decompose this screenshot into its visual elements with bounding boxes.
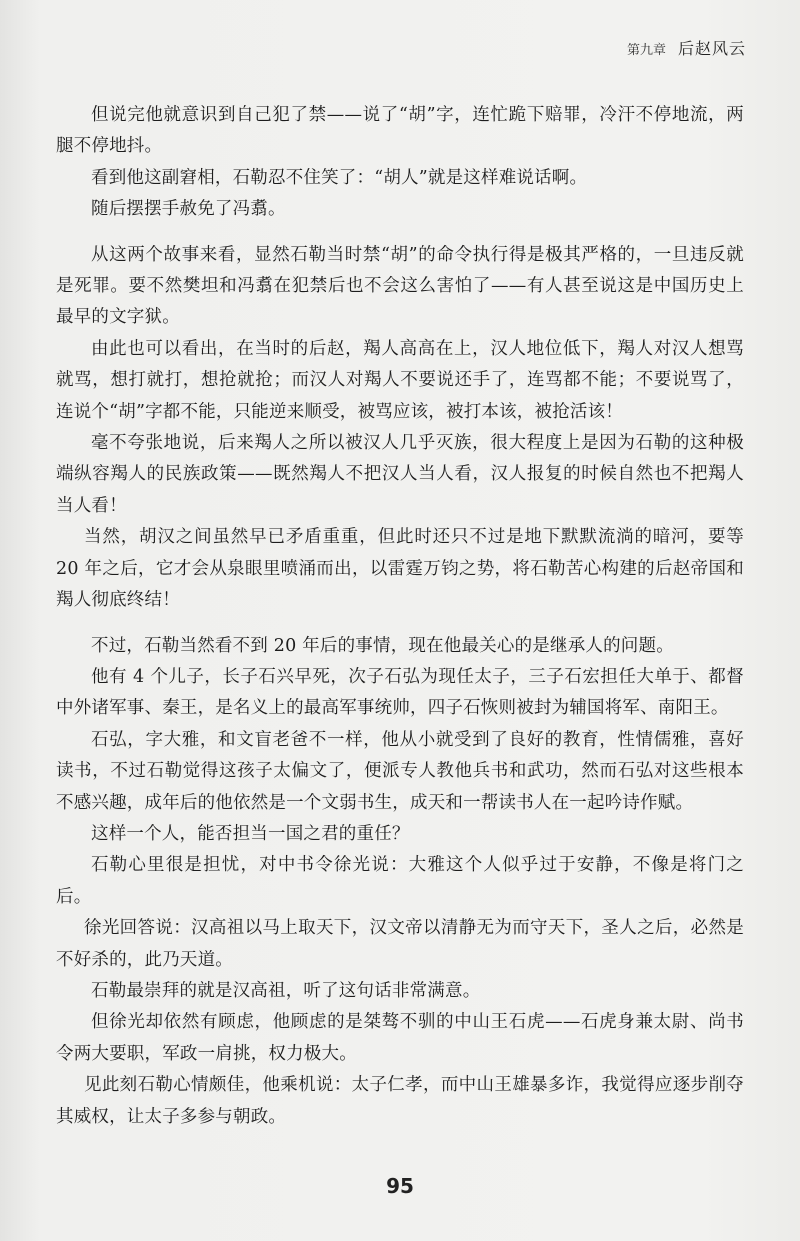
paragraph: 毫不夸张地说，后来羯人之所以被汉人几乎灭族，很大程度上是因为石勒的这种极端纵容羯人的民族政策——既然羯人不把汉人当人看，汉人报复的时候自然也不把羯人当人看！ [56, 433, 744, 516]
body-text [56, 100, 744, 1133]
chapter-label: 第九章 [626, 43, 666, 58]
paragraph: 从这两个故事来看，显然石勒当时禁“胡”的命令执行得是极其严格的，一旦违反就是死罪。要不然樊坦和冯翥在犯禁后也不会这么害怕了——有人甚至说这是中国历史上最早的文字狱。 [56, 244, 744, 328]
page-number: 95 [386, 1174, 414, 1198]
paragraph: 由此也可以看出，在当时的后赵，羯人高高在上，汉人地位低下，羯人对汉人想骂就骂，想打就打，想抢就抢；而汉人对羯人不要说还手了，连骂都不能；不要说骂了，连说个“胡”字都不能，只能逆来顺受，被骂应该，被打本该，被抢活该！ [56, 338, 744, 422]
paragraph: 不过，石勒当然看不到 20 年后的事情，现在他最关心的是继承人的问题。 [91, 635, 674, 656]
paragraph: 石弘，字大雅，和文盲老爸不一样，他从小就受到了良好的教育，性情儒雅，喜好读书，不过石勒觉得这孩子太偏文了，便派专人教他兵书和武功，然而石弘对这些根本不感兴趣，成年后的他依然是一个文弱书生，成天和一帮读书人在一起吟诗作赋。 [56, 729, 744, 813]
paragraph: 当然，胡汉之间虽然早已矛盾重重，但此时还只不过是地下默默流淌的暗河，要等 20 年之后，它才会从泉眼里喷涌而出，以雷霆万钧之势，将石勒苦心构建的后赵帝国和羯人彻底终结！ [56, 527, 744, 611]
chapter-title: 后赵风云 [677, 39, 746, 58]
paragraph: 看到他这副窘相，石勒忍不住笑了：“胡人”就是这样难说话啊。 [91, 167, 588, 188]
paragraph: 但说完他就意识到自己犯了禁——说了“胡”字，连忙跪下赔罪，冷汗不停地流，两腿不停地抖。 [56, 105, 744, 157]
paragraph: 石勒心里很是担忧，对中书令徐光说：大雅这个人似乎过于安静，不像是将门之后。 [56, 855, 744, 907]
paragraph: 但徐光却依然有顾虑，他顾虑的是桀骜不驯的中山王石虎——石虎身兼太尉、尚书令两大要职，军政一肩挑，权力极大。 [56, 1012, 744, 1064]
paragraph: 徐光回答说：汉高祖以马上取天下，汉文帝以清静无为而守天下，圣人之后，必然是不好杀的，此乃天道。 [56, 918, 744, 970]
paragraph: 这样一个人，能否担当一国之君的重任？ [91, 823, 410, 844]
paragraph: 他有 4 个儿子，长子石兴早死，次子石弘为现任太子，三子石宏担任大单于、都督中外诸军事、秦王，是名义上的最高军事统帅，四子石恢则被封为辅国将军、南阳王。 [56, 666, 744, 719]
paragraph: 随后摆摆手赦免了冯翥。 [91, 199, 286, 220]
paragraph: 石勒最崇拜的就是汉高祖，听了这句话非常满意。 [91, 980, 481, 1001]
running-header [627, 36, 746, 59]
paragraph: 见此刻石勒心情颇佳，他乘机说：太子仁孝，而中山王雄暴多诈，我觉得应逐步削夺其威权，让太子多参与朝政。 [56, 1075, 744, 1127]
